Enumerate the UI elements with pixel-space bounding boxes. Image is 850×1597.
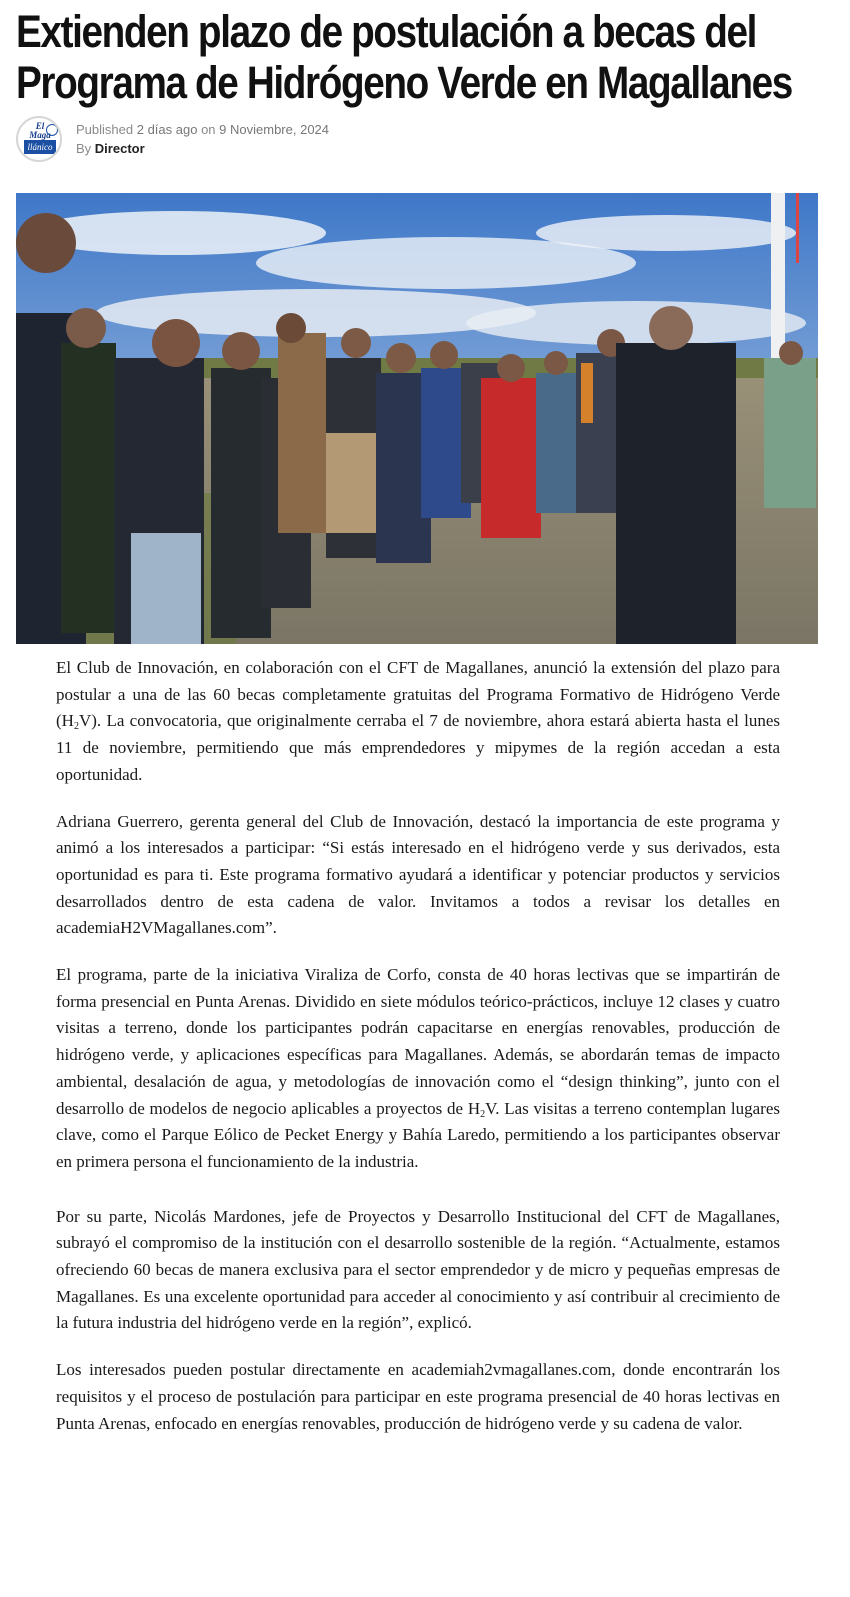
paragraph-4: Por su parte, Nicolás Mardones, jefe de Proyectos y Desarrollo Institucional del CFT de Magallanes, subrayó el compromiso de la institución con el desarrollo sostenible de la región. “Actualmente, estamos ofreciendo 60 becas de manera exclusiva para el sector emprendedor y de micro y pequeñas empresas de Magallanes. Es una excelente oportunidad para acceder al conocimiento y así contribuir al crecimiento de la futura industria del hidrógeno verde en la región”, explicó. bbox=[56, 1206, 780, 1333]
photo-group-outdoors-icon bbox=[16, 193, 818, 644]
paragraph-2: Adriana Guerrero, gerenta general del Club de Innovación, destacó la importancia de este programa y animó a los interesados a participar: “Si estás interesado en el hidrógeno verde y sus derivados, esta oportunidad es para ti. Este programa formativo ayudará a identificar y potenciar productos y servicios desarrollados dentro de esta cadena de valor. Invitamos a todos a revisar los detalles en academiaH2VMagallanes.com”. bbox=[56, 811, 780, 938]
paragraph-5: Los interesados pueden postular directamente en academiah2vmagallanes.com, donde encontrarán los requisitos y el proceso de postulación para participar en este programa presencial de 40 horas lectivas en Punta Arenas, enfocado en energías renovables, producción de hidrógeno verde y su cadena de valor. bbox=[56, 1360, 780, 1433]
h2v-h-2: H bbox=[467, 1098, 481, 1118]
h2v-sub: 2 bbox=[73, 721, 79, 733]
h2v-v-2: V bbox=[485, 1098, 496, 1118]
by-prefix: By bbox=[76, 141, 92, 156]
byline bbox=[76, 139, 476, 158]
published-line bbox=[76, 120, 476, 139]
paragraph-1 bbox=[56, 655, 780, 789]
globe-icon bbox=[46, 124, 58, 136]
h2v-sub-2: 2 bbox=[480, 1108, 486, 1120]
h2v-h: H bbox=[61, 711, 74, 731]
h2v-formula-2 bbox=[468, 1099, 495, 1118]
relative-date: 2 días ago bbox=[136, 122, 198, 137]
on-word: on bbox=[201, 122, 216, 137]
paragraph-3-part-a: El programa, parte de la iniciativa Viraliza de Corfo, consta de 40 horas lectivas que se impartirán de forma presencial en Punta Arenas. Dividido en siete módulos teórico-prácticos, incluye 12 clases y cuatro visitas a terreno, donde los participantes podrán capacitarse en energías renovables, producción de hidrógeno verde, y aplicaciones específicas para Magallanes. Además, se abordarán temas de impacto ambiental, desalación de agua, y metodologías de innovación como el “design thinking”, junto con el desarrollo de modelos de negocio aplicables a proyectos de bbox=[56, 965, 780, 1118]
article-body bbox=[56, 655, 780, 1457]
paragraph-3 bbox=[56, 962, 780, 1176]
h2v-formula bbox=[61, 711, 92, 733]
headline-line-2: Programa de Hidrógeno Verde en Magallanes bbox=[16, 57, 792, 108]
meta-text bbox=[76, 120, 476, 158]
publisher-logo-box: llánico bbox=[24, 140, 56, 154]
publish-date: 9 Noviembre, 2024 bbox=[219, 122, 330, 137]
author-link[interactable]: Director bbox=[94, 141, 145, 156]
paragraph-1-part-a: El Club de Innovación, en colaboración con el CFT de Magallanes, anunció la extensión del plazo para postular a una de las 60 becas completamente gratuitas del Programa Formativo de Hidrógeno Verde ( bbox=[56, 658, 780, 731]
paragraph-1-part-b: ). La convocatoria, que originalmente cerraba el 7 de noviembre, ahora estará abierta hasta el lunes 11 de noviembre, permitiendo que más emprendedores y mipymes de la región accedan a esta oportunidad. bbox=[56, 711, 780, 784]
publisher-avatar[interactable] bbox=[16, 116, 62, 162]
article-headline bbox=[16, 6, 792, 108]
headline-line-1: Extienden plazo de postulación a becas del bbox=[16, 6, 757, 57]
published-prefix: Published bbox=[76, 122, 134, 137]
h2v-v: V bbox=[78, 711, 92, 731]
article-photo bbox=[16, 193, 818, 644]
logo-line-2: Maga bbox=[29, 130, 51, 140]
paragraph-3-part-b: . Las visitas a terreno contemplan lugares clave, como el Parque Eólico de Pecket Energy y Bahía Laredo, permitiendo a los participantes observar en primera persona el funcionamiento de la industria. bbox=[56, 1098, 781, 1171]
logo-line-1: El bbox=[35, 121, 45, 131]
